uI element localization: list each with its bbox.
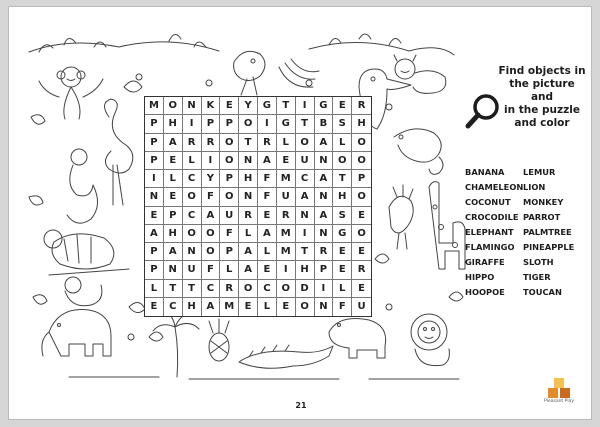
grid-cell[interactable]: R [239,207,258,225]
grid-cell[interactable]: I [277,261,296,279]
grid-cell[interactable]: N [145,188,164,206]
pineapple-icon [209,319,229,361]
flamingo-icon [104,99,132,205]
banana-icon [279,59,319,87]
word-item: CHAMELEON [465,182,524,192]
page-number: 21 [295,401,307,410]
grid-cell[interactable]: N [315,152,334,170]
grid-cell[interactable]: N [183,97,202,115]
grid-cell[interactable]: N [315,188,334,206]
grid-cell[interactable]: A [164,134,183,152]
grid-cell[interactable]: M [277,243,296,261]
grid-cell[interactable]: I [296,97,315,115]
word-list-column-1 [465,165,523,300]
grid-cell[interactable]: S [333,115,352,133]
word-item: HIPPO [465,272,495,282]
word-item: LEMUR [523,167,556,177]
grid-cell[interactable]: M [277,225,296,243]
grid-cell[interactable]: I [202,152,221,170]
grid-cell[interactable]: O [333,152,352,170]
giraffe-icon [429,182,465,269]
instruction-line: Find objects in [498,65,586,77]
grid-cell[interactable]: H [333,188,352,206]
grid-cell[interactable]: K [202,97,221,115]
grid-cell[interactable]: U [357,301,366,313]
grid-cell[interactable]: A [315,134,334,152]
grid-cell[interactable]: M [277,170,296,188]
grid-cell[interactable]: P [145,152,164,170]
grid-cell[interactable]: E [258,261,277,279]
grid-cell[interactable]: F [220,225,239,243]
grid-cell[interactable]: E [220,97,239,115]
grid-cell[interactable]: A [202,207,221,225]
grid-cell[interactable]: R [277,207,296,225]
grid-cell[interactable]: F [202,261,221,279]
grid-cell[interactable]: F [258,188,277,206]
grid-cell[interactable]: O [296,298,315,316]
grid-cell[interactable]: C [183,207,202,225]
grid-cell[interactable]: C [164,298,183,316]
grid-cell[interactable]: P [220,243,239,261]
grid-cell[interactable]: P [315,261,334,279]
grid-cell[interactable]: H [164,115,183,133]
grid-cell[interactable]: E [239,298,258,316]
grid-cell[interactable]: U [183,261,202,279]
lion-icon [411,314,449,366]
word-item: PALMTREE [523,227,572,237]
grid-cell[interactable]: O [277,280,296,298]
grid-cell[interactable]: C [202,280,221,298]
grid-cell[interactable]: M [145,97,164,115]
instruction-line: in the puzzle [504,104,580,116]
grid-cell[interactable]: N [183,243,202,261]
grid-cell[interactable]: O [202,243,221,261]
word-item: ELEPHANT [465,227,514,237]
grid-cell[interactable]: T [296,115,315,133]
grid-cell[interactable]: R [352,97,371,115]
grid-cell[interactable]: H [164,225,183,243]
grid-cell[interactable]: O [352,152,371,170]
grid-cell[interactable]: P [145,134,164,152]
grid-cell[interactable]: N [296,207,315,225]
grid-cell[interactable]: G [258,97,277,115]
grid-cell[interactable]: P [145,261,164,279]
grid-cell[interactable]: O [352,225,371,243]
grid-cell[interactable]: L [258,298,277,316]
grid-cell[interactable]: E [333,243,352,261]
brand-name: Pleasant Play [543,399,575,404]
grid-cell[interactable]: A [315,207,334,225]
grid-cell[interactable]: N [239,188,258,206]
word-item: HOOPOE [465,287,505,297]
hippo-icon [329,319,386,359]
grid-cell[interactable]: T [239,134,258,152]
grid-cell[interactable]: A [296,188,315,206]
word-item: MONKEY [523,197,564,207]
word-item: SLOTH [523,257,554,267]
word-item: TIGER [523,272,551,282]
grid-cell[interactable]: H [352,115,371,133]
grid-cell[interactable]: A [239,261,258,279]
grid-cell[interactable]: E [258,207,277,225]
grid-cell[interactable]: O [164,97,183,115]
grid-cell[interactable]: O [239,115,258,133]
grid-cell[interactable]: Y [202,170,221,188]
grid-cell[interactable]: E [333,97,352,115]
grid-cell[interactable]: I [183,115,202,133]
grid-cell[interactable]: P [202,115,221,133]
grid-cell[interactable]: P [145,115,164,133]
word-item: CROCODILE [465,212,519,222]
grid-cell[interactable]: E [145,298,164,316]
grid-cell[interactable]: O [220,188,239,206]
grid-cell[interactable]: O [202,225,221,243]
grid-cell[interactable]: N [239,152,258,170]
grid-cell[interactable]: I [296,225,315,243]
grid-cell[interactable]: R [258,134,277,152]
grid-cell[interactable]: T [277,97,296,115]
grid-cell[interactable]: E [352,207,371,225]
grid-cell[interactable]: R [315,243,334,261]
word-item: FLAMINGO [465,242,515,252]
grid-cell[interactable]: U [296,152,315,170]
grid-cell[interactable]: N [164,261,183,279]
grid-cell[interactable]: C [296,170,315,188]
grid-cell[interactable]: E [277,152,296,170]
word-item: LION [523,182,546,192]
grid-cell[interactable]: B [315,115,334,133]
parrot-icon [234,51,265,95]
grid-cell[interactable]: T [296,243,315,261]
grid-cell[interactable]: O [239,280,258,298]
grid-cell[interactable]: P [352,170,371,188]
grid-cell[interactable]: L [277,134,296,152]
grid-cell[interactable]: Y [239,97,258,115]
grid-cell[interactable]: H [296,261,315,279]
grid-cell[interactable]: N [315,225,334,243]
grid-cell[interactable]: F [202,188,221,206]
grid-cell[interactable]: H [183,298,202,316]
crocodile-icon [239,345,333,368]
sloth-icon [49,269,129,306]
grid-cell[interactable]: R [183,134,202,152]
grid-cell[interactable]: O [183,225,202,243]
grid-cell[interactable]: R [202,134,221,152]
grid-cell[interactable]: L [145,280,164,298]
grid-cell[interactable]: G [333,225,352,243]
grid-cell[interactable]: R [352,261,371,279]
grid-cell[interactable]: I [258,115,277,133]
grid-cell[interactable]: A [239,243,258,261]
chameleon-icon [394,129,443,174]
grid-cell[interactable]: I [315,280,334,298]
grid-cell[interactable]: E [145,207,164,225]
worksheet-page [8,6,592,420]
grid-cell[interactable]: P [220,115,239,133]
grid-cell[interactable]: F [258,170,277,188]
word-item: BANANA [465,167,505,177]
grid-cell[interactable]: A [145,225,164,243]
grid-cell[interactable]: T [333,170,352,188]
elephant-icon [42,309,111,356]
instruction-line: and color [514,117,570,129]
grid-cell[interactable]: S [333,207,352,225]
grid-cell[interactable]: L [333,280,352,298]
lemur-icon [67,149,98,223]
grid-cell[interactable]: L [220,261,239,279]
word-item: TOUCAN [523,287,562,297]
grid-cell[interactable]: O [220,152,239,170]
grid-cell[interactable]: G [315,97,334,115]
grid-cell[interactable]: O [296,134,315,152]
grid-cell[interactable]: A [258,225,277,243]
grid-cell[interactable]: A [258,152,277,170]
grid-cell[interactable]: D [296,280,315,298]
grid-cell[interactable]: A [164,243,183,261]
tiger-icon [44,230,114,269]
grid-cell[interactable]: R [220,280,239,298]
grid-cell[interactable]: E [352,243,371,261]
grid-cell[interactable]: L [183,152,202,170]
grid-cell[interactable]: C [258,280,277,298]
grid-cell[interactable]: P [164,207,183,225]
grid-cell[interactable]: C [183,170,202,188]
word-item: GIRAFFE [465,257,505,267]
grid-cell[interactable]: A [202,298,221,316]
grid-cell[interactable]: O [352,134,371,152]
grid-cell[interactable]: A [315,170,334,188]
grid-cell[interactable]: I [145,170,164,188]
grid-cell[interactable]: F [333,298,352,316]
word-item: PINEAPPLE [523,242,575,252]
instruction-line: the picture [509,78,575,90]
grid-cell[interactable]: L [333,134,352,152]
grid-cell[interactable]: U [277,188,296,206]
palm-tree-icon [153,309,199,377]
monkey-icon [39,67,103,119]
brand-logo-icon [547,377,571,399]
grid-cell[interactable]: U [220,207,239,225]
grid-cell[interactable]: N [315,298,334,316]
magnifier-icon [464,91,504,131]
grid-cell[interactable]: E [164,152,183,170]
grid-cell[interactable]: P [145,243,164,261]
grid-cell[interactable]: L [164,170,183,188]
hoopoe-icon [389,185,413,249]
grid-cell[interactable]: M [220,298,239,316]
word-item: PARROT [523,212,561,222]
grid-cell[interactable]: T [164,280,183,298]
grid-cell[interactable]: G [277,115,296,133]
grid-cell[interactable]: E [277,298,296,316]
word-list-column-2 [523,165,574,300]
grid-cell[interactable]: P [220,170,239,188]
grid-cell[interactable]: H [239,170,258,188]
grid-cell[interactable]: E [164,188,183,206]
grid-cell[interactable]: L [258,243,277,261]
word-search-grid[interactable] [144,96,372,317]
word-item: COCONUT [465,197,511,207]
grid-cell[interactable]: T [183,280,202,298]
grid-cell[interactable]: L [239,225,258,243]
grid-cell[interactable]: O [220,134,239,152]
instruction-line: and [530,91,554,103]
grid-cell[interactable]: E [352,280,371,298]
grid-cell[interactable]: E [333,261,352,279]
grid-cell[interactable]: O [352,188,371,206]
grid-cell[interactable]: O [183,188,202,206]
